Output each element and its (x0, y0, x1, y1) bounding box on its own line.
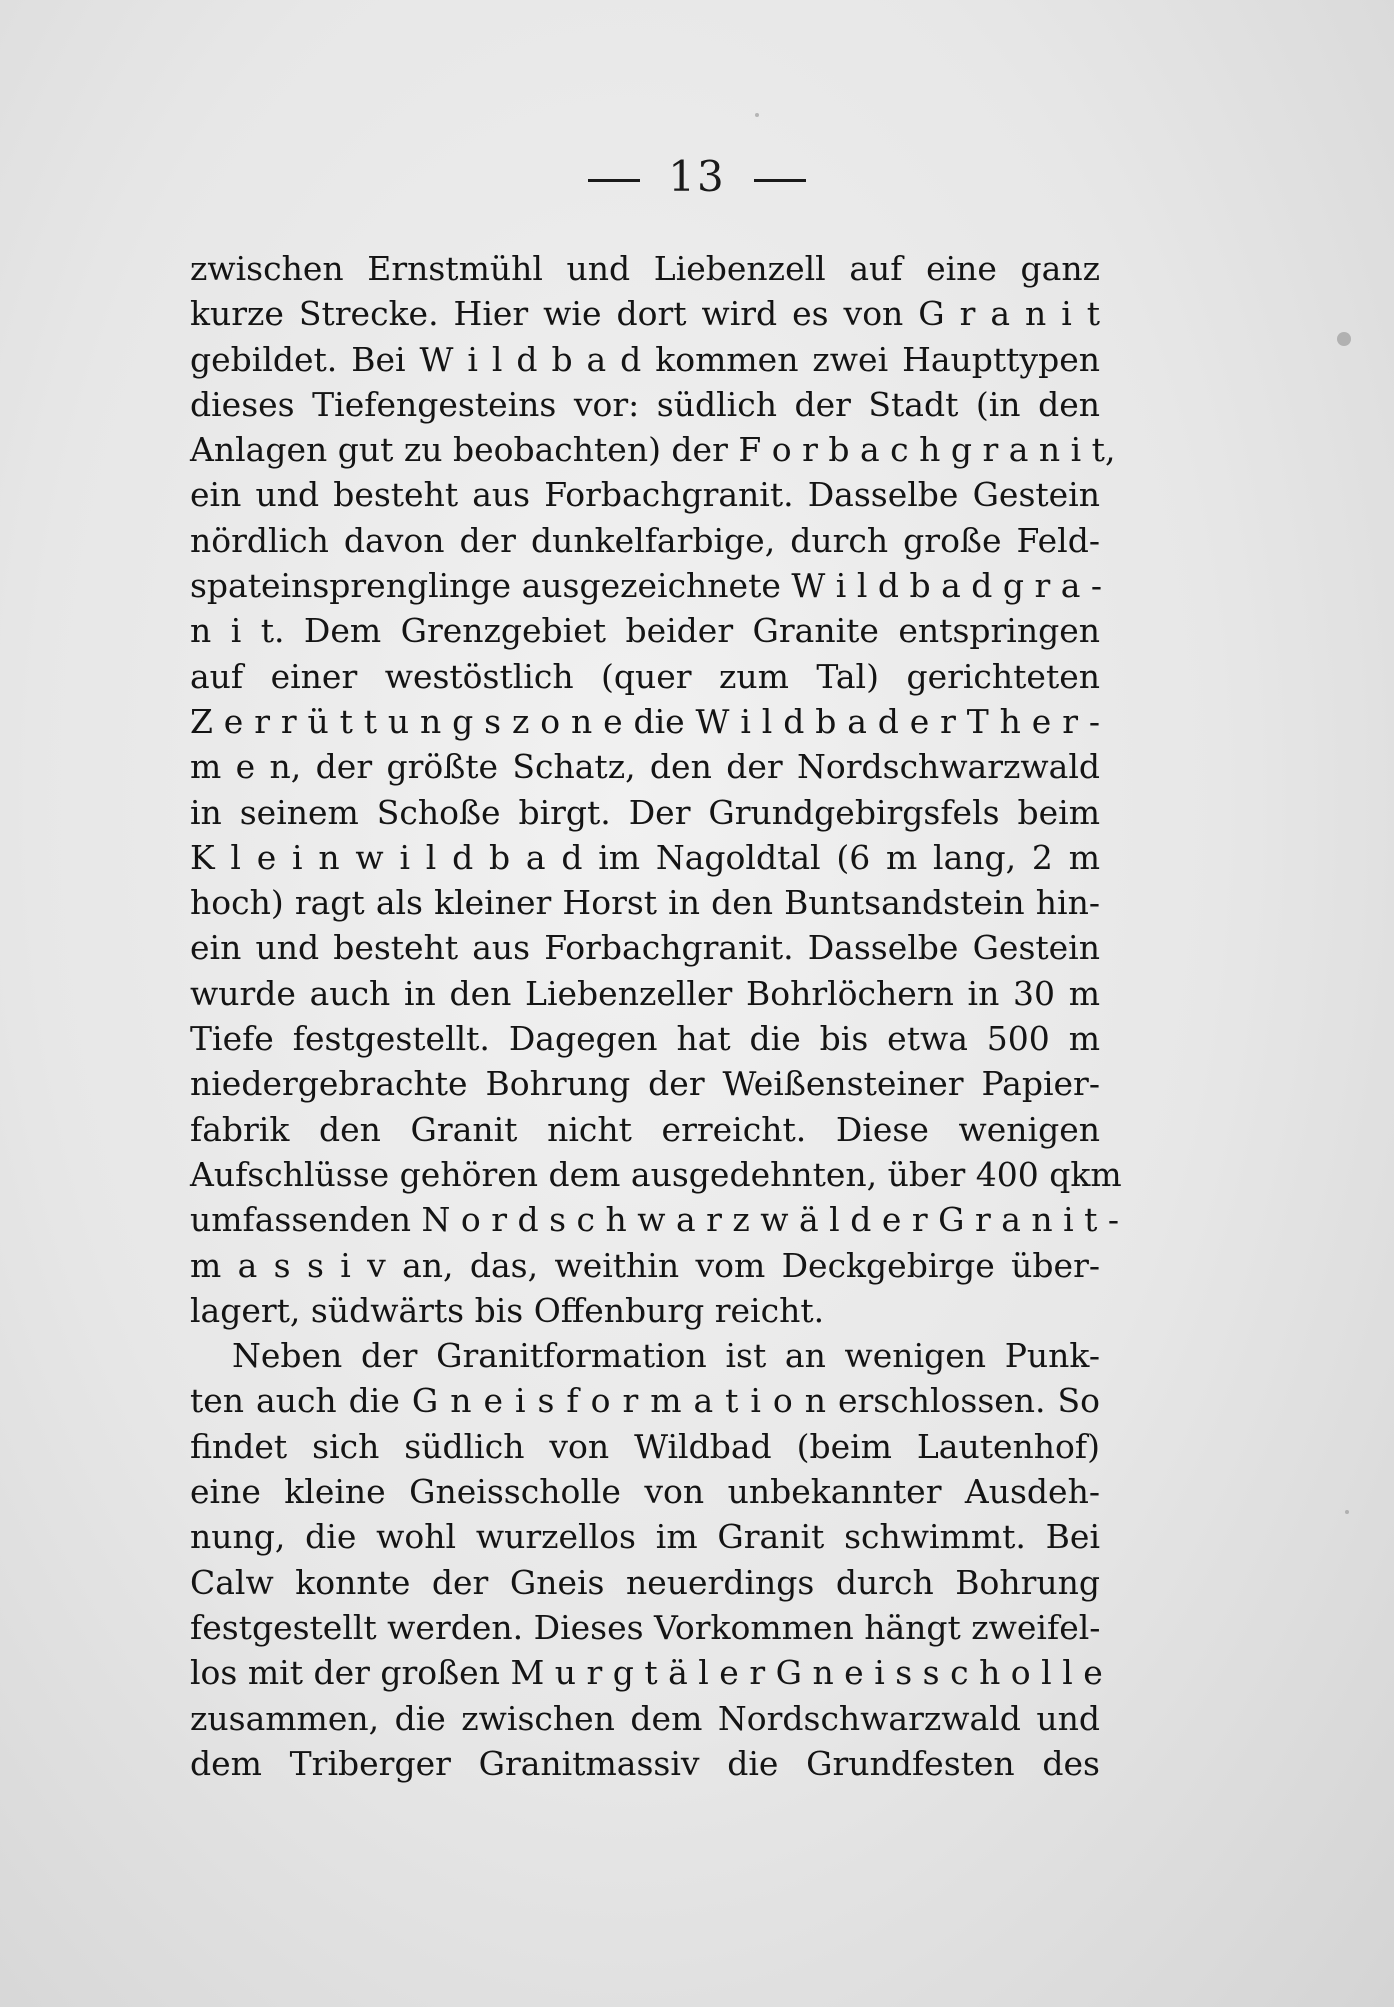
text-line: Z e r r ü t t u n g s z o n e die W i l d b a d e r T h e r - (190, 701, 1100, 741)
text-line: hoch) ragt als kleiner Horst in den Buntsandstein hin- (190, 883, 1100, 923)
text-line: Anlagen gut zu beobachten) der F o r b a c h g r a n i t, (190, 430, 1116, 470)
body-text (190, 246, 1122, 1786)
speck-3 (1345, 1510, 1349, 1514)
dash-right (754, 179, 806, 182)
text-line: gebildet. Bei W i l d b a d kommen zwei Haupttypen (190, 339, 1100, 379)
text-line: los mit der großen M u r g t ä l e r G n e i s s c h o l l e (190, 1653, 1103, 1693)
text-line: niedergebrachte Bohrung der Weißensteiner Papier- (190, 1064, 1100, 1104)
text-line: nung, die wohl wurzellos im Granit schwimmt. Bei (190, 1517, 1100, 1557)
text-line: fabrik den Granit nicht erreicht. Diese wenigen (190, 1109, 1100, 1149)
text-line: eine kleine Gneisscholle von unbekannter Ausdeh- (190, 1472, 1100, 1512)
text-line: dem Triberger Granitmassiv die Grundfesten des (190, 1743, 1100, 1783)
speck-1 (1337, 332, 1351, 346)
page-number (0, 152, 1394, 201)
text-line: Tiefe festgestellt. Dagegen hat die bis etwa 500 m (190, 1019, 1100, 1059)
text-line: festgestellt werden. Dieses Vorkommen hängt zweifel- (190, 1607, 1101, 1647)
text-line: ein und besteht aus Forbachgranit. Dasselbe Gestein (190, 928, 1100, 968)
text-line: K l e i n w i l d b a d im Nagoldtal (6 m lang, 2 m (190, 837, 1100, 877)
text-line: ten auch die G n e i s f o r m a t i o n erschlossen. So (190, 1381, 1100, 1421)
text-line: auf einer westöstlich (quer zum Tal) gerichteten (190, 656, 1100, 696)
text-line: Neben der Granitformation ist an wenigen Punk- (232, 1336, 1100, 1376)
text-line: m e n, der größte Schatz, den der Nordschwarzwald (190, 747, 1100, 787)
dash-left (588, 179, 640, 182)
text-line: nördlich davon der dunkelfarbige, durch große Feld- (190, 520, 1100, 560)
text-line: lagert, südwärts bis Offenburg reicht. (190, 1290, 825, 1330)
speck-2 (755, 113, 759, 117)
text-line: zusammen, die zwischen dem Nordschwarzwald und (190, 1698, 1100, 1738)
text-line: m a s s i v an, das, weithin vom Deckgebirge über- (190, 1245, 1100, 1285)
text-line: umfassenden N o r d s c h w a r z w ä l d e r G r a n i t - (190, 1200, 1120, 1240)
paragraph-2 (190, 1333, 1103, 1786)
text-line: kurze Strecke. Hier wie dort wird es von G r a n i t (190, 294, 1100, 334)
text-line: dieses Tiefengesteins vor: südlich der Stadt (in den (190, 384, 1100, 424)
text-line: Aufschlüsse gehören dem ausgedehnten, über 400 qkm (190, 1154, 1122, 1194)
text-line: spateinsprenglinge ausgezeichnete W i l d b a d g r a - (190, 566, 1103, 606)
text-line: wurde auch in den Liebenzeller Bohrlöchern in 30 m (190, 973, 1100, 1013)
text-line: Calw konnte der Gneis neuerdings durch Bohrung (190, 1562, 1100, 1602)
paragraph-1 (190, 246, 1122, 1333)
text-line: findet sich südlich von Wildbad (beim Lautenhof) (190, 1426, 1100, 1466)
text-line: n i t. Dem Grenzgebiet beider Granite entspringen (190, 611, 1100, 651)
text-line: ein und besteht aus Forbachgranit. Dasselbe Gestein (190, 475, 1100, 515)
page-number-value: 13 (668, 152, 726, 201)
text-line: zwischen Ernstmühl und Liebenzell auf eine ganz (190, 249, 1100, 288)
text-line: in seinem Schoße birgt. Der Grundgebirgsfels beim (190, 792, 1100, 832)
